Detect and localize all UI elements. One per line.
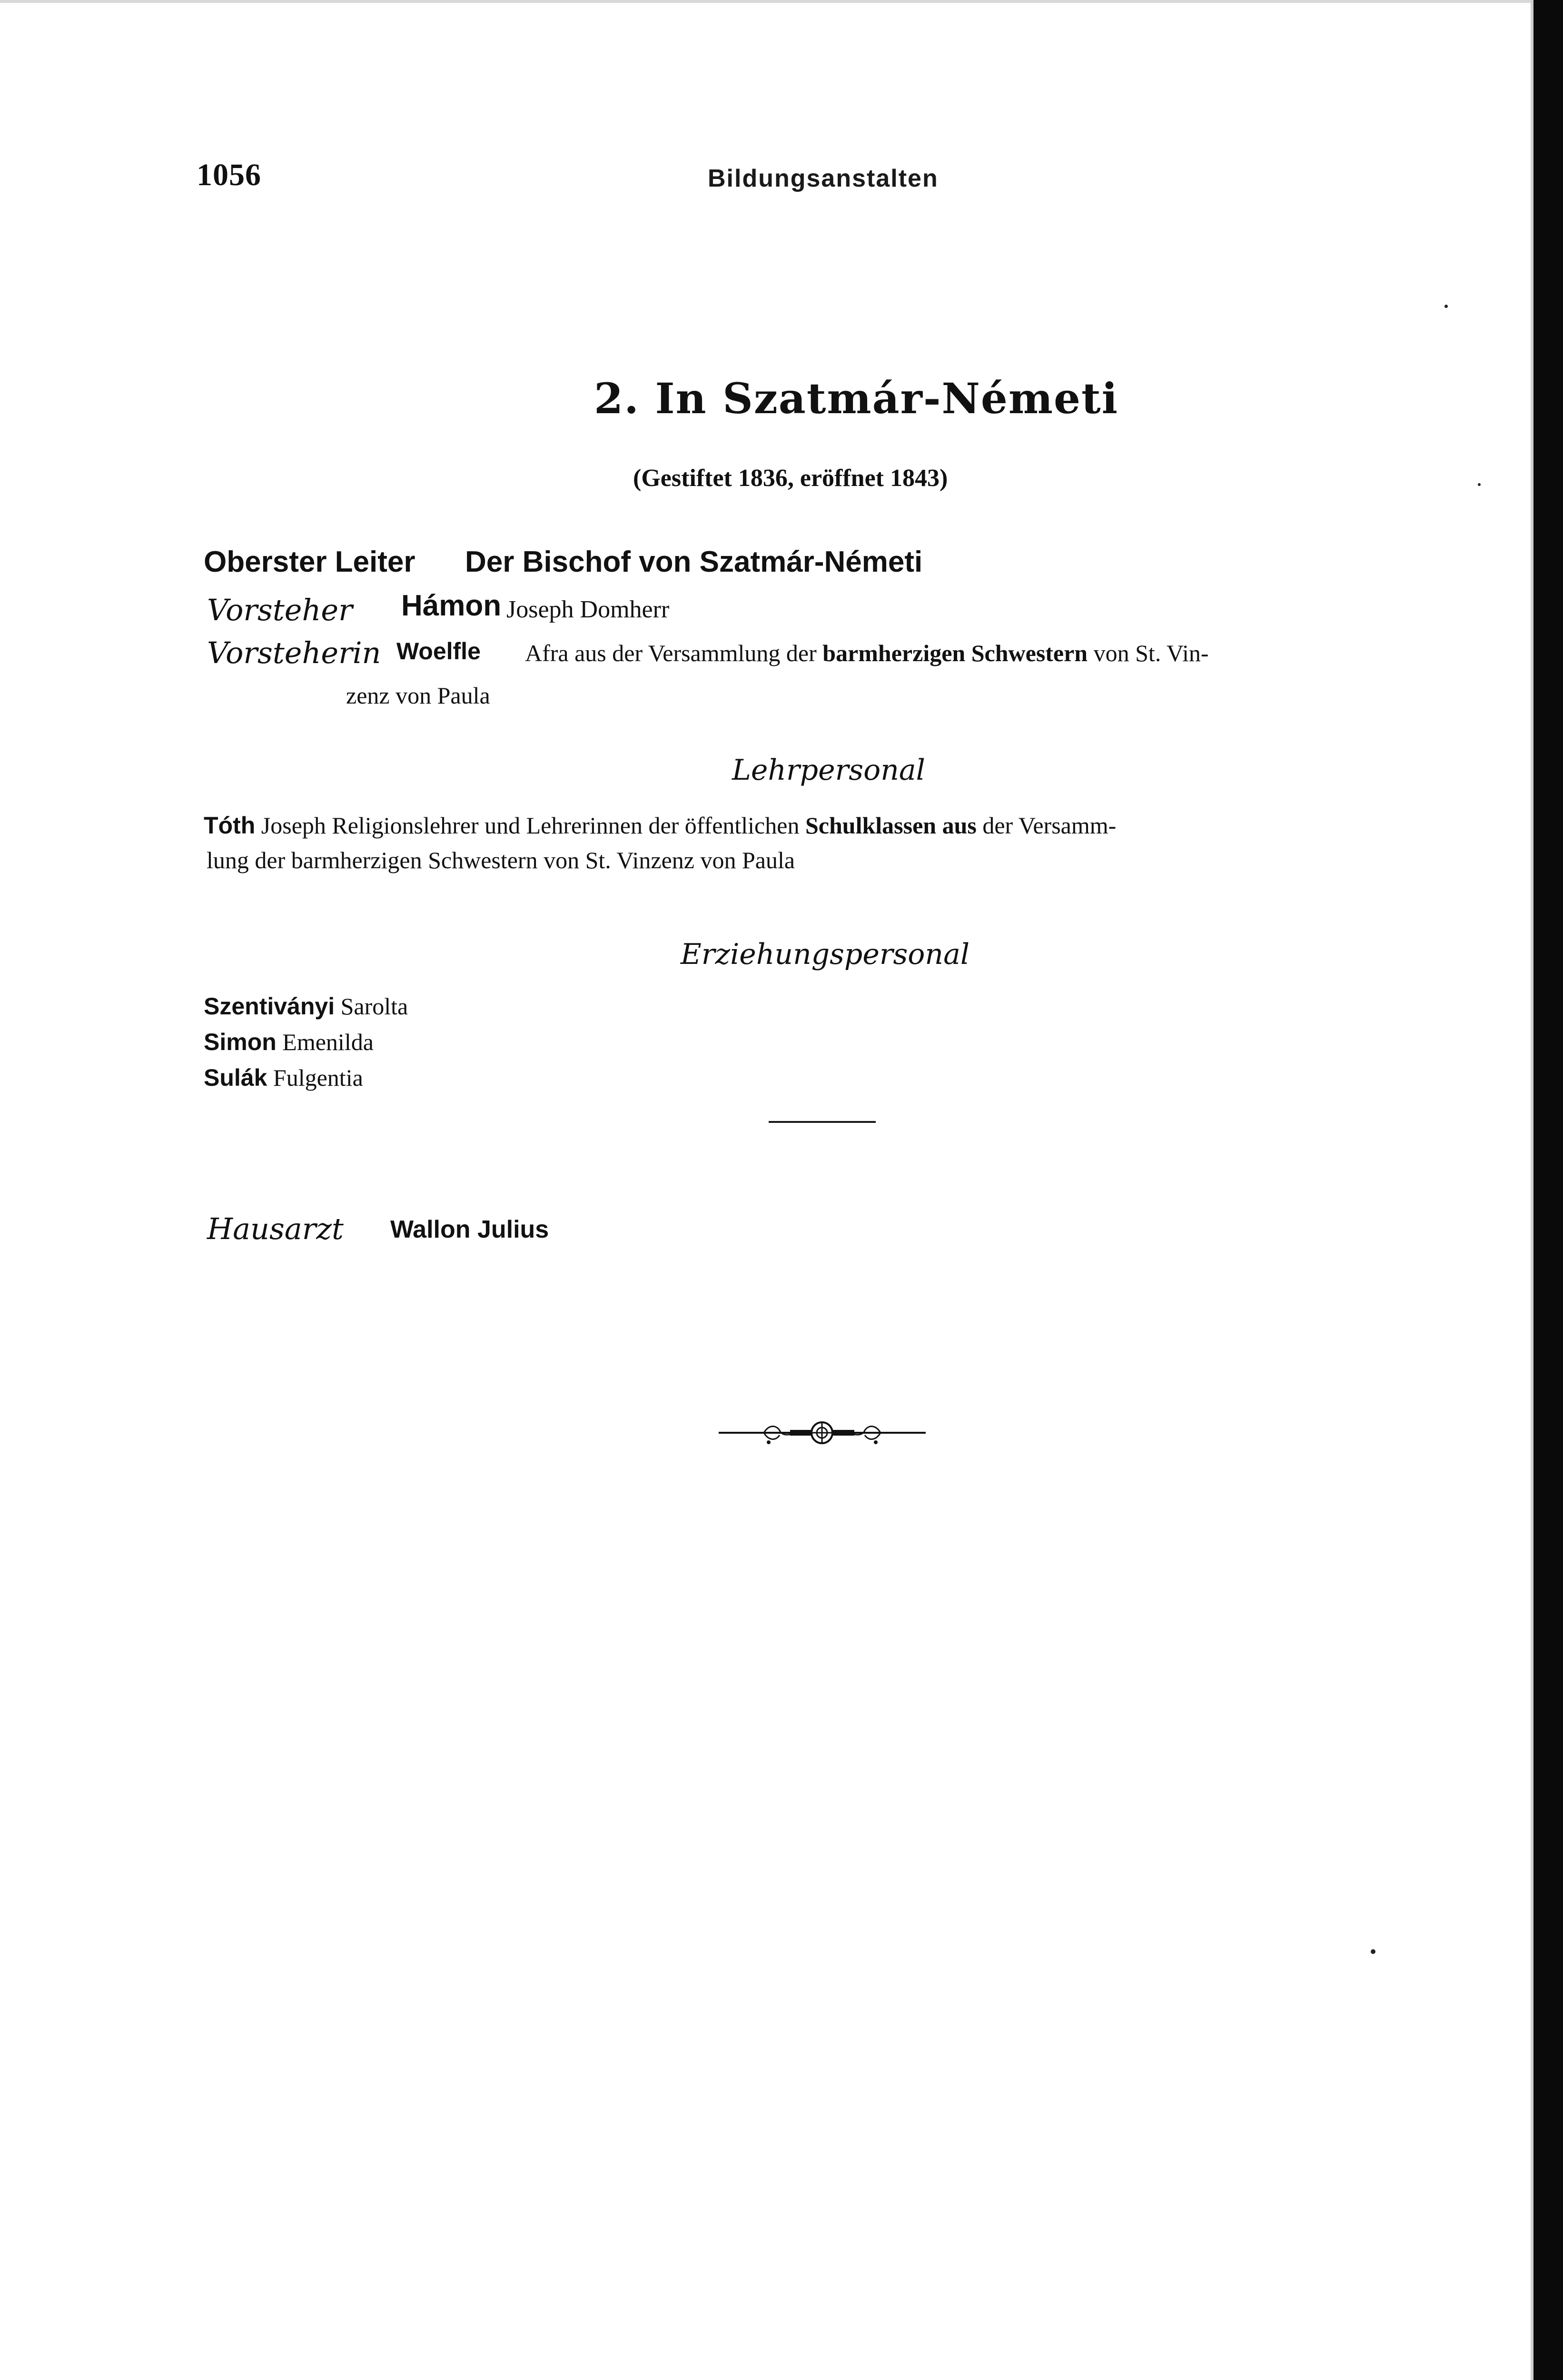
- lehrpersonal-line-2: lung der barmherzigen Schwestern von St. Vinzenz von Paula: [207, 847, 795, 873]
- lehrpersonal-line-1: [204, 812, 1116, 839]
- running-header: Bildungsanstalten: [708, 165, 939, 192]
- vorsteher-label: Vorsteher: [207, 593, 353, 627]
- scan-speck: [1478, 483, 1481, 486]
- staff-given-name: Sarolta: [340, 993, 408, 1020]
- page-number: 1056: [197, 158, 261, 192]
- lehrpersonal-heading: Lehrpersonal: [732, 754, 925, 787]
- hausarzt-row: [207, 1211, 549, 1246]
- vorsteher-row: [207, 589, 670, 627]
- staff-surname: Simon: [204, 1029, 277, 1055]
- vorsteherin-continuation: zenz von Paula: [346, 682, 490, 709]
- vorsteher-detail: Joseph Domherr: [506, 596, 670, 623]
- staff-given-name: Emenilda: [282, 1029, 374, 1055]
- vorsteherin-row: [207, 635, 1209, 670]
- lehrpersonal-name: Tóth: [204, 812, 256, 839]
- oberster-leiter-value: Der Bischof von Szatmár-Németi: [465, 545, 923, 578]
- section-title: 2. In Szatmár-Németi: [594, 374, 1119, 423]
- vorsteherin-label: Vorsteherin: [207, 635, 381, 670]
- staff-surname: Sulák: [204, 1064, 267, 1091]
- vorsteher-name: Hámon: [401, 589, 502, 622]
- oberster-leiter-label: Oberster Leiter: [204, 545, 415, 578]
- scan-speck: [1371, 1949, 1375, 1954]
- vorsteherin-detail: [525, 639, 1209, 667]
- staff-entry: [204, 1028, 374, 1056]
- scan-speck: [1444, 305, 1448, 308]
- vorsteherin-detail-a: Afra aus der Versammlung der: [525, 640, 817, 666]
- hausarzt-label: Hausarzt: [207, 1211, 344, 1246]
- vorsteherin-name: Woelfle: [396, 638, 481, 664]
- staff-surname: Szentiványi: [204, 993, 335, 1020]
- lehrpersonal-line-1-bold: Schulklassen aus: [805, 812, 977, 839]
- vorsteherin-detail-bold: barmherzigen Schwestern: [822, 640, 1088, 666]
- hausarzt-value: Wallon Julius: [390, 1216, 549, 1243]
- lehrpersonal-line-1a: Joseph Religionslehrer und Lehrerinnen der öffentlichen: [261, 812, 800, 839]
- founding-note: (Gestiftet 1836, eröffnet 1843): [633, 465, 948, 492]
- staff-given-name: Fulgentia: [273, 1064, 363, 1091]
- lehrpersonal-line-1b: der Versamm-: [982, 812, 1117, 839]
- vorsteherin-detail-b: von St. Vin-: [1093, 640, 1209, 666]
- oberster-leiter-row: [204, 545, 923, 579]
- section-divider: [769, 1121, 876, 1123]
- staff-entry: [204, 992, 408, 1020]
- scan-right-edge: [1533, 0, 1563, 2380]
- scan-top-edge: [0, 0, 1533, 3]
- ornament-flourish-icon: [719, 1416, 926, 1449]
- staff-entry: [204, 1064, 363, 1091]
- erziehungspersonal-heading: Erziehungspersonal: [681, 938, 970, 971]
